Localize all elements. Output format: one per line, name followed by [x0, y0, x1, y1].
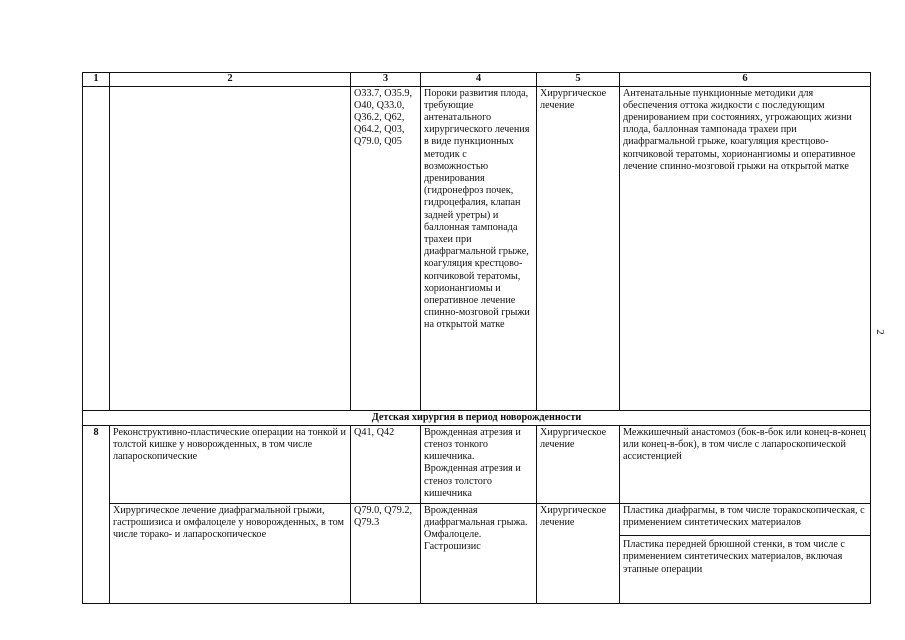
patient-model: Врожденная диафрагмальная грыжа. Омфалоцеле. Гастрошизис	[421, 503, 537, 603]
col-header-5: 5	[537, 73, 620, 87]
icd-codes: Q79.0, Q79.2, Q79.3	[351, 503, 421, 603]
treatment-type: Хирургическое лечение	[537, 425, 620, 503]
col-header-1: 1	[83, 73, 110, 87]
patient-model-part: Врожденная атрезия и стеноз тонкого кишечника.	[424, 426, 521, 463]
method-group-name: Реконструктивно-пластические операции на тонкой и толстой кишке у новорожденных, в том числе лапароскопические	[110, 425, 351, 503]
treatment-type: Хирургическое лечение	[537, 86, 620, 410]
treatment-type: Хирургическое лечение	[537, 503, 620, 603]
row-number	[83, 86, 110, 410]
table-row	[83, 503, 871, 603]
treatment-method: Межкишечный анастомоз (бок-в-бок или конец-в-конец или конец-в-бок), в том числе с лапароскопической ассистенцией	[620, 425, 871, 503]
treatment-method	[620, 503, 871, 603]
header-row	[83, 73, 871, 87]
table-row	[83, 86, 871, 410]
icd-codes: O33.7, O35.9, O40, Q33.0, Q36.2, Q62, Q64.2, Q03, Q79.0, Q05	[351, 86, 421, 410]
table-row	[83, 425, 871, 503]
col-header-4: 4	[421, 73, 537, 87]
treatment-method-part: Пластика диафрагмы, в том числе торакоскопическая, с применением синтетических материалов	[623, 504, 865, 528]
patient-model	[421, 425, 537, 503]
cell-divider	[620, 535, 870, 536]
patient-model-part: Врожденная атрезия и стеноз толстого кишечника	[424, 463, 521, 499]
page-number: 2	[873, 329, 886, 335]
row-number: 8	[83, 425, 110, 603]
col-header-3: 3	[351, 73, 421, 87]
method-group-name: Хирургическое лечение диафрагмальной грыжи, гастрошизиса и омфалоцеле у новорожденных, в том числе торако- и лапароскопическое	[110, 503, 351, 603]
col-header-6: 6	[620, 73, 871, 87]
section-row	[83, 410, 871, 425]
section-title: Детская хирургия в период новорожденности	[83, 410, 871, 425]
col-header-2: 2	[110, 73, 351, 87]
icd-codes: Q41, Q42	[351, 425, 421, 503]
treatment-method-part: Пластика передней брюшной стенки, в том числе с применением синтетических материалов, включая этапные операции	[623, 539, 845, 575]
method-group-name	[110, 86, 351, 410]
patient-model: Пороки развития плода, требующие антенатального хирургического лечения в виде пункционных методик с возможностью дренирования (гидронефроз почек, гидроцефалия, клапан задней уретры) и баллонная тампонада трахеи при диафрагмальной грыже, коагуляция крестцово-копчиковой тератомы, хорионангиомы и оперативное лечение спинно-мозговой грыжи на открытой матке	[421, 86, 537, 410]
treatment-method: Антенатальные пункционные методики для обеспечения оттока жидкости с последующим дренированием при состояниях, угрожающих жизни плода, баллонная тампонада трахеи при диафрагмальной грыже, коагуляция крестцово-копчиковой тератомы, хорионангиомы и оперативное лечение спинно-мозговой грыжи на открытой матке	[620, 86, 871, 410]
procedures-table	[82, 72, 871, 604]
